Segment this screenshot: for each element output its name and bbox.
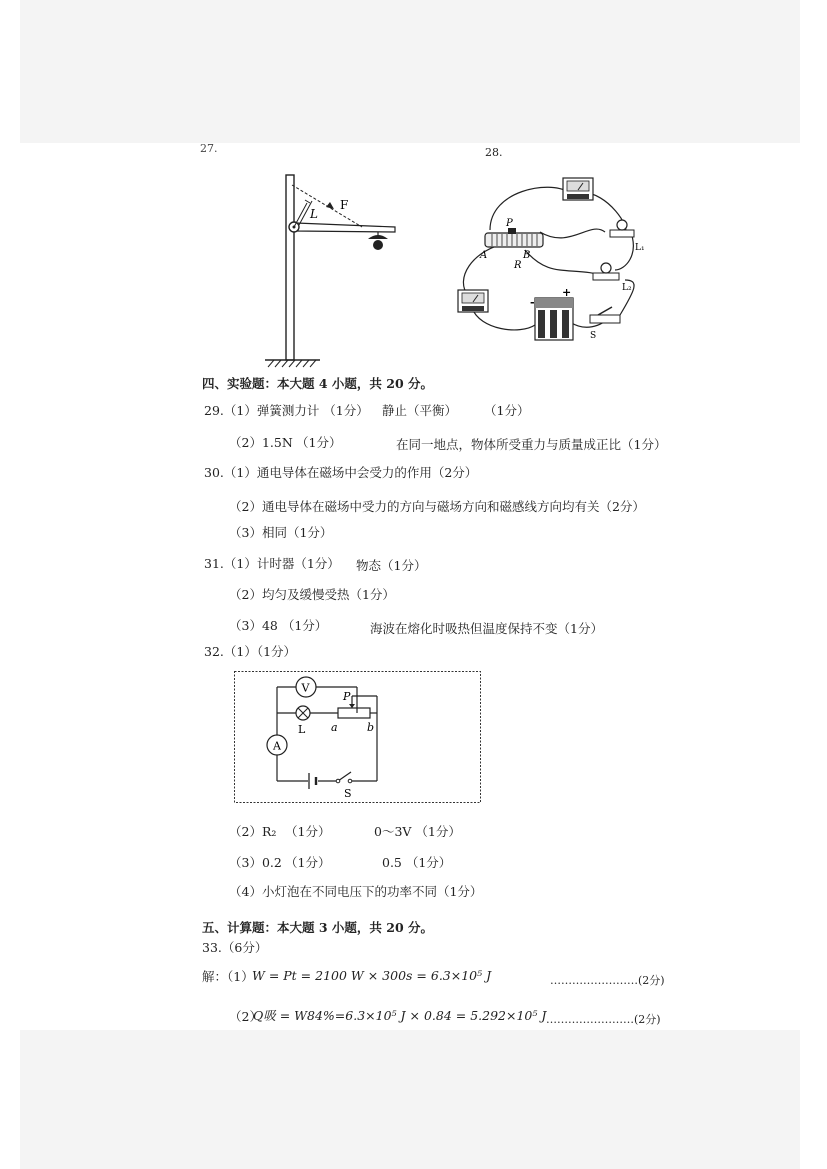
q30-line1: 30.（1）通电导体在磁场中会受力的作用（2分） (204, 465, 478, 480)
q31-line1-a: 31.（1）计时器（1分） (204, 556, 340, 571)
q32-slider-label: P (343, 690, 351, 703)
q28-label-r: R (514, 260, 522, 271)
q32-end-b-label: b (367, 721, 375, 734)
q33-solution-2-prefix: （2） (229, 1009, 262, 1024)
q31-line3-b: 海波在熔化时吸热但温度保持不变（1分） (370, 621, 603, 636)
q28-circuit-diagram (450, 170, 650, 345)
q28-label-b: B (523, 250, 531, 261)
q32-line3-c: 0.5 （1分） (382, 855, 452, 870)
q32-switch-label: S (344, 787, 352, 800)
q31-line1-b: 物态（1分） (356, 558, 427, 573)
q33-solution-2-formula: Q吸 = W84%=6.3×10⁵ J × 0.84 = 5.292×10⁵ J (253, 1008, 547, 1023)
q32-voltmeter-label: V (301, 681, 310, 695)
section-5-title: 五、计算题：本大题 3 小题，共 20 分。 (202, 920, 434, 935)
q28-label-a: A (480, 250, 488, 261)
question-27-number: 27. (200, 142, 218, 155)
section-4-title: 四、实验题：本大题 4 小题，共 20 分。 (202, 376, 434, 391)
q29-line1-b: 静止（平衡） (382, 403, 458, 418)
q32-line2-b: （1分） (285, 824, 331, 839)
q28-label-minus: - (530, 296, 535, 309)
q31-line2: （2）均匀及缓慢受热（1分） (229, 587, 395, 602)
q32-circuit-schematic (234, 671, 482, 804)
q30-line3: （3）相同（1分） (229, 525, 333, 540)
q28-label-l2: L₂ (622, 283, 632, 293)
scan-bottom-margin (20, 1030, 800, 1169)
q27-lever-diagram (260, 165, 410, 370)
q32-line2-c: 0～3V （1分） (374, 824, 461, 839)
q31-line3-a: （3）48 （1分） (229, 618, 328, 633)
q27-arm-label: L (310, 207, 318, 221)
q32-end-a-label: a (331, 721, 338, 734)
question-28-number: 28. (485, 146, 503, 159)
q32-ammeter-label: A (273, 739, 281, 753)
q33-solution-1-prefix: 解：（1） (202, 969, 254, 984)
q29-line1-c: （1分） (484, 403, 530, 418)
q29-line2-b: （1分） (296, 435, 342, 450)
q29-line1-a: 29.（1）弹簧测力计 （1分） (204, 403, 369, 418)
q33-solution-1-formula: W = Pt = 2100 W × 300s = 6.3×10⁵ J (252, 968, 492, 983)
q32-line2-a: （2）R₂ (229, 824, 277, 839)
q32-line4: （4）小灯泡在不同电压下的功率不同（1分） (229, 884, 483, 899)
q28-label-l1: L₁ (635, 243, 645, 253)
q32-line3-a: （3）0.2 (229, 855, 282, 870)
q32-line1: 32.（1）（1分） (204, 644, 297, 659)
q28-label-p: P (506, 218, 513, 229)
q33-solution-1-score: ……………………(2分) (550, 974, 665, 987)
q27-force-label: F (340, 198, 349, 212)
q28-label-plus: + (562, 286, 572, 299)
q28-label-s: S (590, 331, 597, 341)
q33-solution-2-score: ……………………(2分) (546, 1013, 661, 1026)
scan-top-margin (20, 0, 800, 143)
q29-line2-a: （2）1.5N (229, 435, 293, 450)
q33-heading: 33.（6分） (202, 940, 268, 955)
q32-line3-b: （1分） (285, 855, 331, 870)
q29-line2-c: 在同一地点，物体所受重力与质量成正比（1分） (396, 437, 667, 452)
q32-lamp-label: L (298, 723, 306, 736)
q30-line2: （2）通电导体在磁场中受力的方向与磁场方向和磁感线方向均有关（2分） (229, 499, 645, 514)
